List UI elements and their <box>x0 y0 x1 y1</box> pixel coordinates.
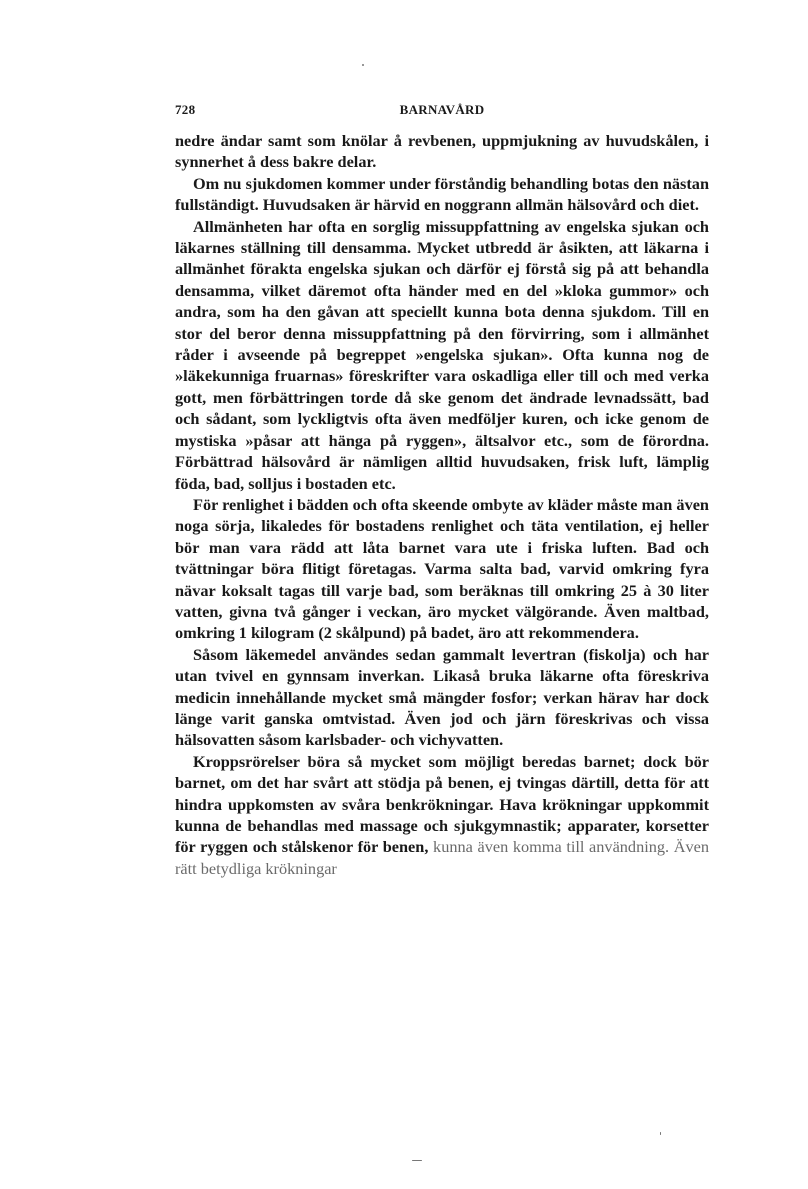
page-speck-bottom <box>412 1160 422 1161</box>
paragraph-6-text: Kroppsrörelser böra så mycket som möjligt beredas barnet; dock bör barnet, om det har svårt att stödja på benen, ej tvingas därtill, detta för att hindra uppkomsten av svåra benkrökningar. Hava krökningar uppkommit kunna de behandlas med massage och sjukgymnastik; apparater, korsetter för ryggen och stålskenor för benen, <box>175 751 709 857</box>
page-speck-top <box>362 64 364 66</box>
running-title: BARNAVÅRD <box>399 102 485 117</box>
page-speck-right <box>660 1132 661 1135</box>
running-head <box>175 102 709 122</box>
paragraph-4: För renlighet i bädden och ofta skeende ombyte av kläder måste man även noga sörja, likaledes för bostadens renlighet och täta ventilation, ej heller bör man vara rädd att låta barnet vara ute i friska luften. Bad och tvättningar böra flitigt företagas. Varma salta bad, varvid omkring fyra nävar koksalt tagas till varje bad, som beräknas till omkring 25 à 30 liter vatten, givna två gånger i veckan, äro mycket välgörande. Även maltbad, omkring 1 kilogram (2 skålpund) på badet, äro att rekommendera. <box>175 494 709 643</box>
page-number: 728 <box>175 102 196 117</box>
paragraph-6-last-line: kunna även komma till användning. Även rätt betydliga krökningar <box>175 837 709 878</box>
paragraph-6 <box>175 751 709 879</box>
paragraph-1: nedre ändar samt som knölar å revbenen, uppmjukning av huvudskålen, i synnerhet å dess bakre delar. <box>175 131 709 172</box>
body-text <box>175 130 709 879</box>
paragraph-5: Såsom läkemedel användes sedan gammalt levertran (fiskolja) och har utan tvivel en gynnsam inverkan. Likaså bruka läkarne ofta föreskriva medicin innehållande mycket små mängder fosfor; verkan härav har dock länge varit ganska omtvistad. Även jod och järn föreskrivas och vissa hälsovatten såsom karlsbader- och vichyvatten. <box>175 644 709 750</box>
paragraph-2: Om nu sjukdomen kommer under förståndig behandling botas den nästan fullständigt. Huvudsaken är härvid en noggrann allmän hälsovård och diet. <box>175 173 709 215</box>
paragraph-3: Allmänheten har ofta en sorglig missuppfattning av engelska sjukan och läkarnes ställning till densamma. Mycket utbredd är åsikten, att läkarna i allmänhet förakta engelska sjukan och därför ej förstå sig på att behandla densamma, vilket däremot ofta händer med en del »kloka gummor» och andra, som ha den gåvan att speciellt kunna bota denna sjukdom. Till en stor del beror denna missuppfattning på den förvirring, som i allmänhet råder i avseende på begreppet »engelska sjukan». Ofta kunna nog de »läkekunniga fruarnas» föreskrifter vara oskadliga eller till och med verka gott, men förbättringen torde då ske genom det ändrade levnadssätt, bad och sådant, som lyckligtvis ofta även medföljer kuren, och icke genom de mystiska »påsar att hänga på ryggen», ältsalvor etc., som de förordna. Förbättrad hälsovård är nämligen alltid huvudsaken, frisk luft, lämplig föda, bad, solljus i bostaden etc. <box>175 216 709 493</box>
